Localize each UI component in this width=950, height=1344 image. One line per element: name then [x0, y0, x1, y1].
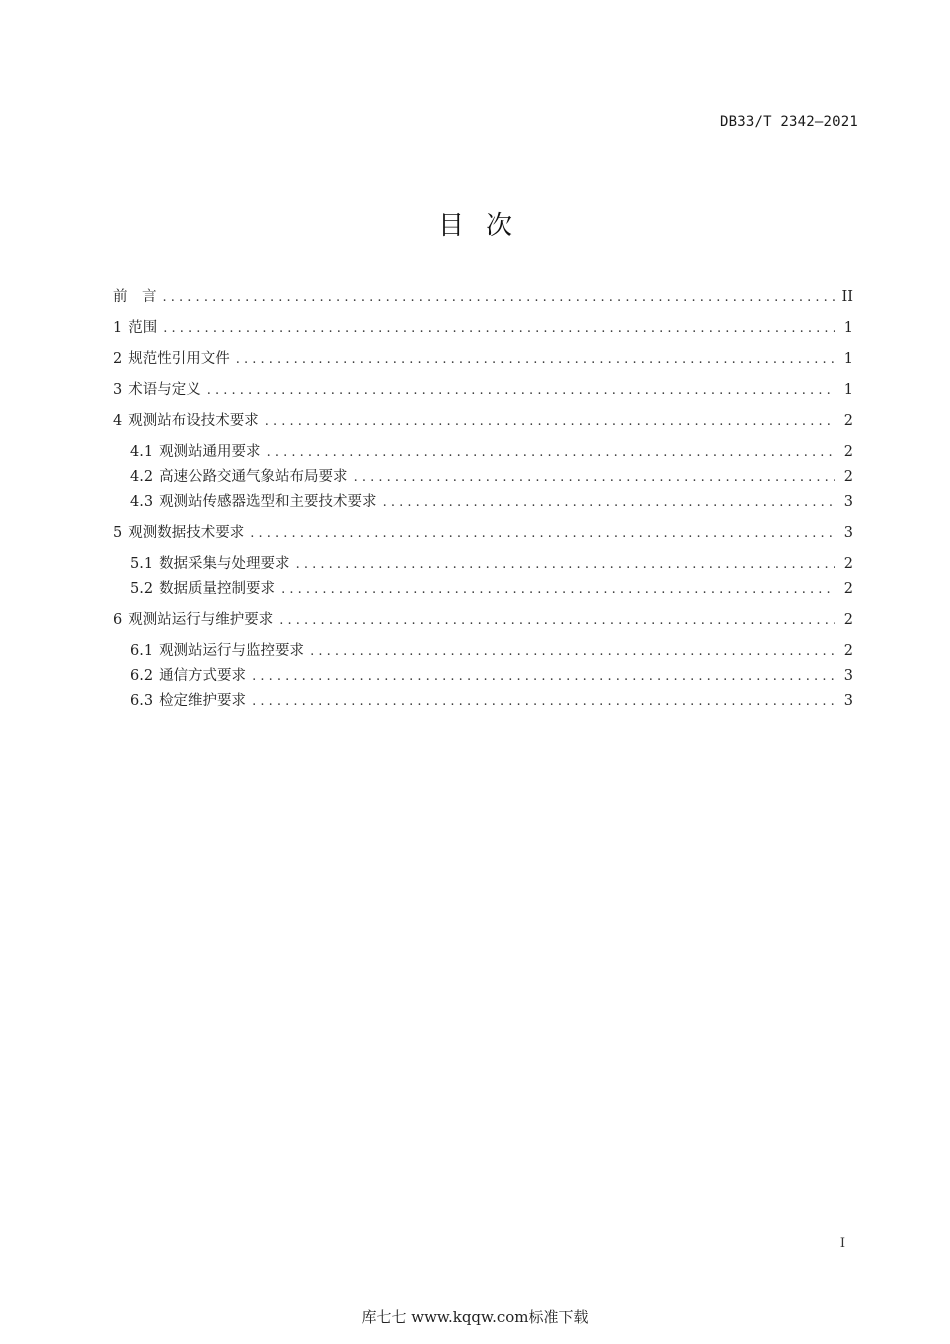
toc-entry-number: 4.1 — [130, 444, 154, 460]
dot-leader — [267, 443, 835, 463]
toc-entry-page: 2 — [843, 444, 853, 460]
toc-entry-title: 观测数据技术要求 — [128, 525, 245, 541]
toc-entry-title: 观测站运行与监控要求 — [159, 643, 305, 659]
toc-entry-title: 术语与定义 — [128, 382, 201, 398]
toc-entry-number: 3 — [113, 382, 123, 398]
toc-entry-title: 数据采集与处理要求 — [159, 556, 290, 572]
toc-entry-page: II — [841, 289, 853, 305]
toc-entry-title: 通信方式要求 — [159, 668, 247, 684]
toc-entry-number: 2 — [113, 351, 123, 367]
toc-entry-4-1[interactable] — [113, 442, 853, 462]
dot-leader — [250, 524, 835, 544]
watermark-text: 库七七 www.kqqw.com标准下载 — [361, 1308, 589, 1326]
toc-entry-page: 1 — [843, 351, 853, 367]
toc-entry-page: 2 — [843, 469, 853, 485]
toc-entry-4-2[interactable] — [113, 467, 853, 487]
toc-entry-number: 6.2 — [130, 668, 154, 684]
toc-entry-title: 观测站运行与维护要求 — [128, 612, 274, 628]
toc-entry-number: 4.2 — [130, 469, 154, 485]
toc-entry-title: 高速公路交通气象站布局要求 — [159, 469, 348, 485]
dot-leader — [252, 667, 835, 687]
document-code: DB33/T 2342—2021 — [719, 114, 858, 130]
toc-entry-title: 范围 — [128, 320, 158, 336]
toc-entry-number: 6.1 — [130, 643, 154, 659]
toc-entry-title: 规范性引用文件 — [128, 351, 230, 367]
dot-leader — [163, 288, 836, 308]
toc-entry-page: 3 — [843, 525, 853, 541]
toc-entry-number: 4.3 — [130, 494, 154, 510]
toc-entry-title: 检定维护要求 — [159, 693, 247, 709]
toc-entry-5-1[interactable] — [113, 554, 853, 574]
toc-entry-title: 观测站通用要求 — [159, 444, 261, 460]
dot-leader — [383, 493, 835, 513]
toc-entry-title: 数据质量控制要求 — [159, 581, 276, 597]
toc-entry-number: 6 — [113, 612, 123, 628]
dot-leader — [354, 468, 835, 488]
toc-entry-page: 1 — [843, 382, 853, 398]
dot-leader — [265, 412, 835, 432]
dot-leader — [279, 611, 835, 631]
toc-entry-title: 前 言 — [113, 289, 157, 305]
toc-entry-2[interactable] — [113, 349, 853, 369]
dot-leader — [296, 555, 835, 575]
toc-entry-page: 2 — [843, 556, 853, 572]
dot-leader — [163, 319, 835, 339]
toc-entry-page: 3 — [843, 668, 853, 684]
toc-entry-page: 2 — [843, 413, 853, 429]
toc-entry-title: 观测站布设技术要求 — [128, 413, 259, 429]
toc-entry-1[interactable] — [113, 318, 853, 338]
toc-title: 目次 — [437, 211, 534, 241]
toc-entry-6-2[interactable] — [113, 666, 853, 686]
toc-entry-page: 2 — [843, 643, 853, 659]
toc-entry-page: 2 — [843, 612, 853, 628]
toc-entry-number: 1 — [113, 320, 123, 336]
toc-entry-6-1[interactable] — [113, 641, 853, 661]
toc-entry-4[interactable] — [113, 411, 853, 431]
dot-leader — [310, 642, 835, 662]
toc-entry-page: 1 — [843, 320, 853, 336]
toc-entry-5-2[interactable] — [113, 579, 853, 599]
toc-entry-foreword[interactable] — [113, 287, 853, 307]
toc-entry-6[interactable] — [113, 610, 853, 630]
toc-entry-page: 3 — [843, 693, 853, 709]
toc-entry-number: 5 — [113, 525, 123, 541]
toc-entry-3[interactable] — [113, 380, 853, 400]
toc-entry-6-3[interactable] — [113, 691, 853, 711]
toc-entry-page: 3 — [843, 494, 853, 510]
toc-entry-5[interactable] — [113, 523, 853, 543]
dot-leader — [281, 580, 835, 600]
toc-entry-4-3[interactable] — [113, 492, 853, 512]
toc-entry-number: 5.2 — [130, 581, 154, 597]
toc-entry-number: 6.3 — [130, 693, 154, 709]
dot-leader — [207, 381, 835, 401]
dot-leader — [252, 692, 835, 712]
table-of-contents — [113, 287, 853, 711]
toc-entry-title: 观测站传感器选型和主要技术要求 — [159, 494, 377, 510]
page-number: I — [839, 1236, 845, 1251]
toc-entry-number: 5.1 — [130, 556, 154, 572]
toc-entry-number: 4 — [113, 413, 123, 429]
dot-leader — [236, 350, 835, 370]
toc-entry-page: 2 — [843, 581, 853, 597]
